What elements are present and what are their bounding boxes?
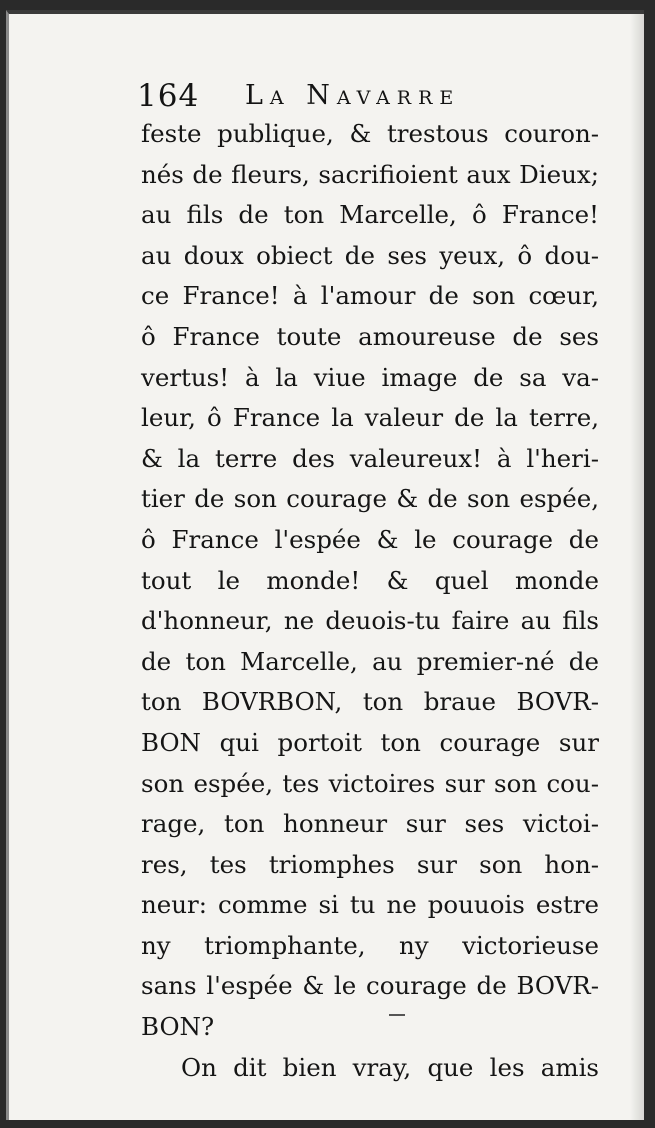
- text-line: de ton Marcelle, au premier-né de: [141, 646, 599, 676]
- running-head: La Navarre: [245, 80, 461, 111]
- text-line: BON qui portoit ton courage sur: [141, 727, 599, 757]
- text-line: tier de son courage & de son espée,: [141, 484, 599, 514]
- text-line: sans l'espée & le courage de BOVR-: [141, 971, 599, 1001]
- text-line: au fils de ton Marcelle, ô France!: [141, 200, 599, 230]
- text-line: ô France toute amoureuse de ses: [141, 321, 599, 351]
- text-line: leur, ô France la valeur de la terre,: [141, 403, 599, 433]
- body-text: [141, 114, 599, 1088]
- text-line: On dit bien vray, que les amis: [181, 1052, 599, 1082]
- text-line: feste publique, & trestous couron-: [141, 119, 599, 148]
- text-line: res, tes triomphes sur son hon-: [141, 849, 599, 879]
- text-line: d'honneur, ne deuois-tu faire au fils: [141, 606, 599, 636]
- text-line: tout le monde! & quel monde: [141, 565, 599, 595]
- book-page: [6, 10, 644, 1120]
- text-line: BON?: [141, 1012, 215, 1042]
- text-line: & la terre des valeureux! à l'heri-: [141, 443, 599, 473]
- text-line: ce France! à l'amour de son cœur,: [141, 281, 599, 311]
- text-line: son espée, tes victoires sur son cou-: [141, 768, 599, 798]
- text-line: vertus! à la viue image de sa va-: [141, 362, 599, 392]
- text-line: ny triomphante, ny victorieuse: [141, 930, 599, 960]
- text-line: nés de fleurs, sacrifioient aux Dieux;: [141, 159, 599, 189]
- text-line: ô France l'espée & le courage de: [141, 524, 599, 554]
- page-number: 164: [137, 78, 200, 114]
- text-line: au doux obiect de ses yeux, ô dou-: [141, 240, 599, 270]
- dash-mark: [389, 1014, 405, 1016]
- text-line: neur: comme si tu ne pouuois estre: [141, 890, 599, 920]
- page-header: [137, 74, 607, 118]
- text-line: rage, ton honneur sur ses victoi-: [141, 809, 599, 839]
- text-line: ton BOVRBON, ton braue BOVR-: [141, 687, 599, 717]
